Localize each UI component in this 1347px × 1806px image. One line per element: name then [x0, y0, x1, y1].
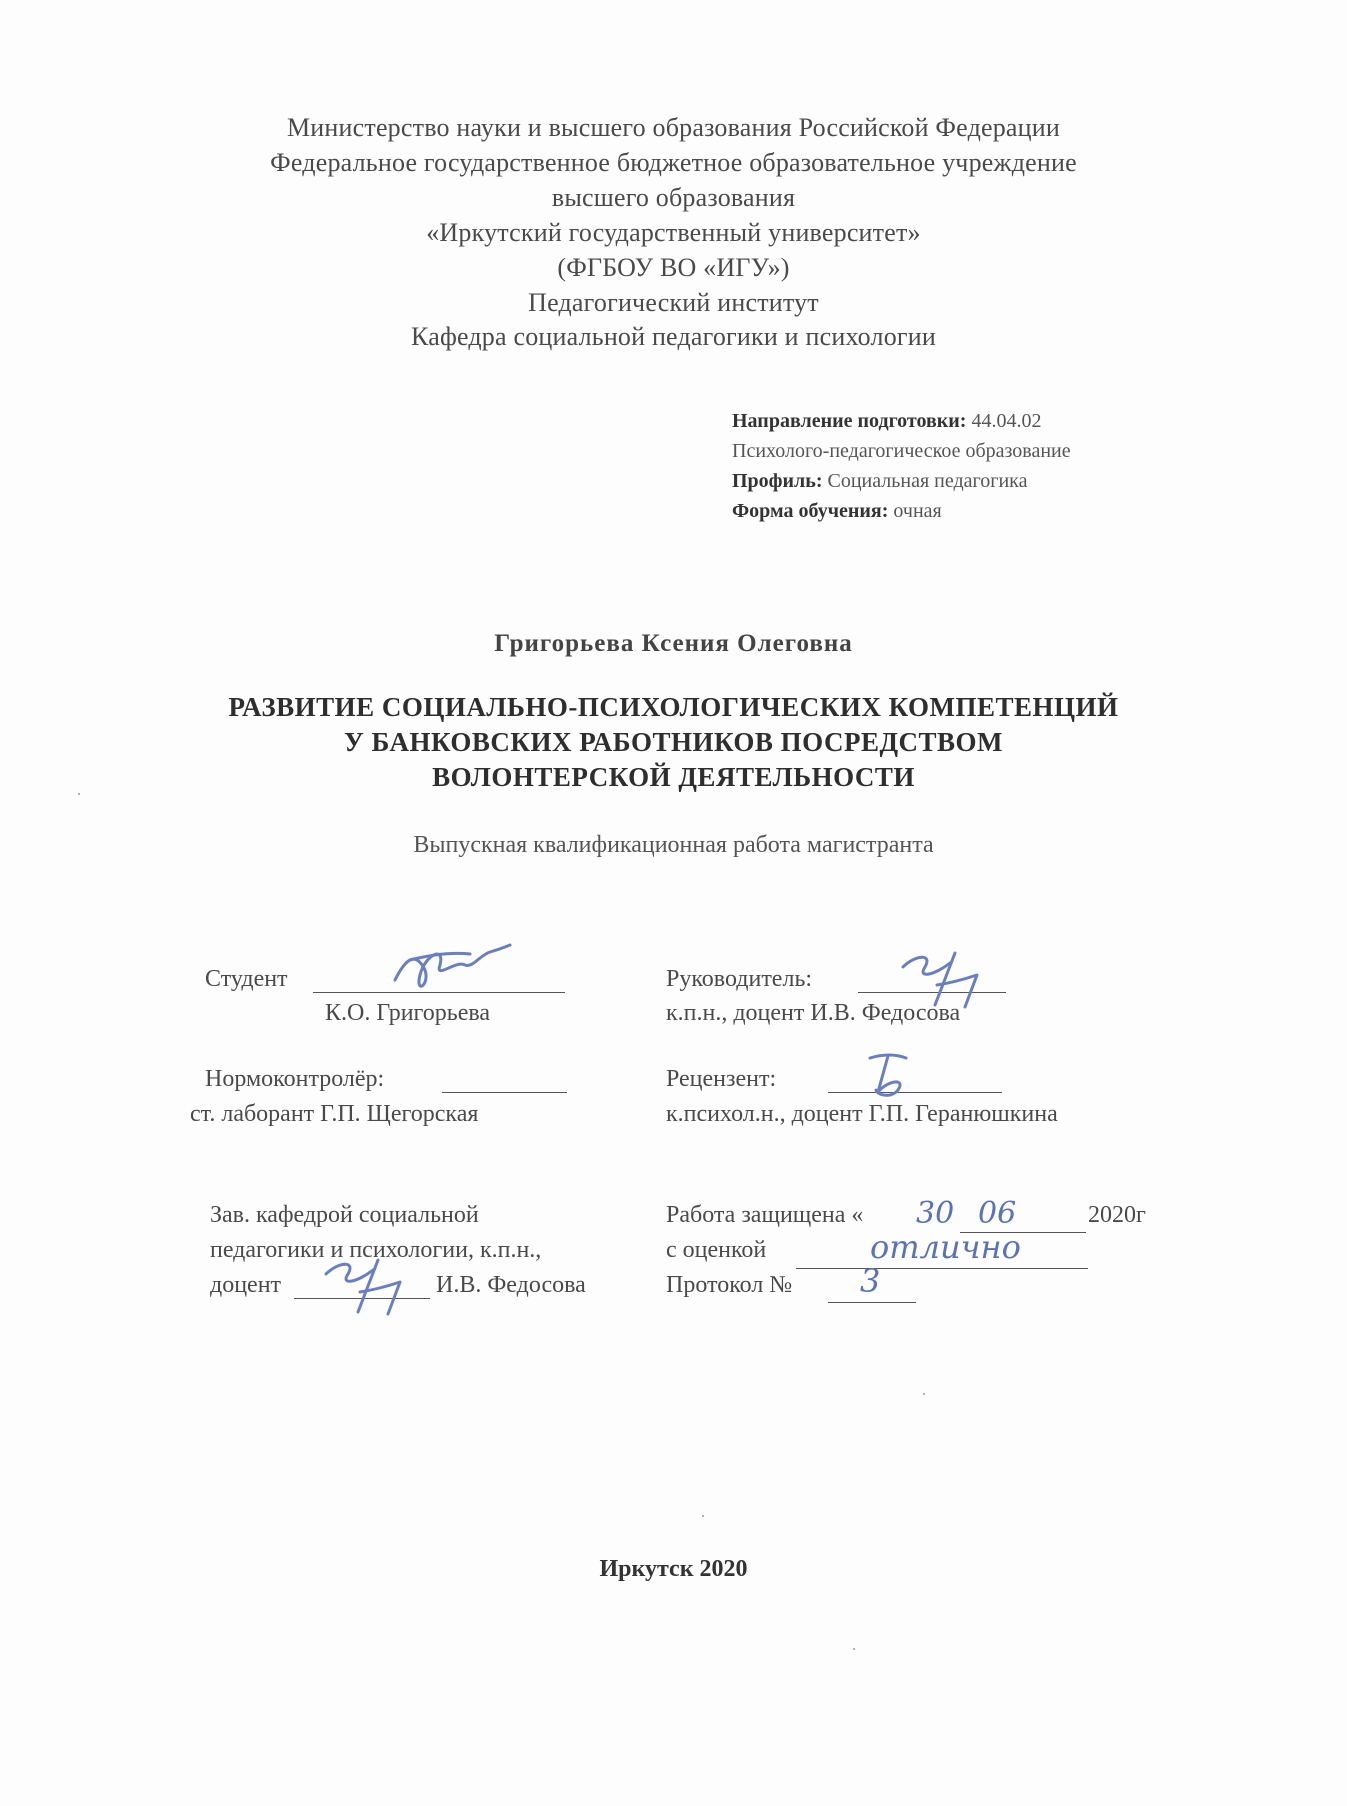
- head-name: И.В. Федосова: [436, 1272, 586, 1298]
- institution-type-line: Федеральное государственное бюджетное образовательное учреждение: [270, 148, 1077, 177]
- department-line: Кафедра социальной педагогики и психологии: [411, 322, 936, 351]
- normcontrol-signature-line: [442, 1092, 567, 1093]
- grade-value: отлично: [870, 1228, 1021, 1266]
- work-type: Выпускная квалификационная работа магистранта: [413, 832, 934, 858]
- scan-speck: [853, 1648, 855, 1650]
- reviewer-label: Рецензент:: [666, 1066, 777, 1092]
- protocol-number: 3: [860, 1262, 881, 1300]
- title-line-3: ВОЛОНТЕРСКОЙ ДЕЯТЕЛЬНОСТИ: [432, 762, 915, 792]
- author-name: Григорьева Ксения Олеговна: [494, 630, 853, 657]
- study-form-value: очная: [888, 500, 942, 522]
- defended-label: Работа защищена «: [666, 1202, 864, 1228]
- university-name-line: «Иркутский государственный университет»: [426, 218, 921, 247]
- study-form-line: [732, 500, 942, 523]
- head-line-3-prefix: доцент: [210, 1272, 282, 1298]
- supervisor-label: Руководитель:: [666, 966, 813, 992]
- city-year: Иркутск 2020: [599, 1556, 748, 1582]
- scan-speck: [702, 1515, 704, 1517]
- study-form-label: Форма обучения:: [732, 500, 889, 522]
- direction-label: Направление подготовки:: [732, 410, 967, 432]
- protocol-label: Протокол №: [666, 1272, 793, 1298]
- normcontrol-label: Нормоконтролёр:: [205, 1066, 385, 1092]
- supervisor-name: к.п.н., доцент И.В. Федосова: [666, 1000, 961, 1026]
- profile-label: Профиль:: [732, 470, 823, 492]
- student-signature: [385, 940, 515, 1000]
- head-signature: [318, 1252, 418, 1322]
- grade-label: с оценкой: [666, 1237, 767, 1263]
- institute-line: Педагогический институт: [528, 288, 819, 317]
- defended-year: 2020г: [1088, 1202, 1146, 1228]
- ministry-line: Министерство науки и высшего образования Российской Федерации: [286, 113, 1061, 142]
- direction-name: Психолого-педагогическое образование: [732, 440, 1071, 462]
- defense-month: 06: [978, 1196, 1017, 1231]
- normcontrol-name: ст. лаборант Г.П. Щегорская: [190, 1101, 479, 1127]
- protocol-line: [828, 1302, 916, 1303]
- scan-speck: [78, 793, 80, 795]
- grade-line: [796, 1268, 1088, 1269]
- direction-line: [732, 410, 1041, 433]
- student-name: К.О. Григорьева: [325, 1000, 491, 1026]
- student-label: Студент: [205, 966, 288, 992]
- reviewer-signature: [858, 1050, 918, 1100]
- title-line-1: РАЗВИТИЕ СОЦИАЛЬНО-ПСИХОЛОГИЧЕСКИХ КОМПЕТЕНЦИЙ: [228, 692, 1119, 722]
- profile-value: Социальная педагогика: [822, 470, 1028, 492]
- education-level-line: высшего образования: [551, 183, 796, 212]
- defense-day: 30: [916, 1196, 955, 1231]
- head-line-2: педагогики и психологии, к.п.н.,: [210, 1237, 542, 1263]
- head-line-1: Зав. кафедрой социальной: [210, 1202, 479, 1228]
- direction-code: 44.04.02: [966, 410, 1042, 432]
- reviewer-name: к.психол.н., доцент Г.П. Геранюшкина: [666, 1101, 1058, 1127]
- profile-line: [732, 470, 1027, 493]
- university-abbr-line: (ФГБОУ ВО «ИГУ»): [557, 253, 790, 282]
- title-line-2: У БАНКОВСКИХ РАБОТНИКОВ ПОСРЕДСТВОМ: [343, 727, 1004, 757]
- scan-speck: [923, 1393, 925, 1395]
